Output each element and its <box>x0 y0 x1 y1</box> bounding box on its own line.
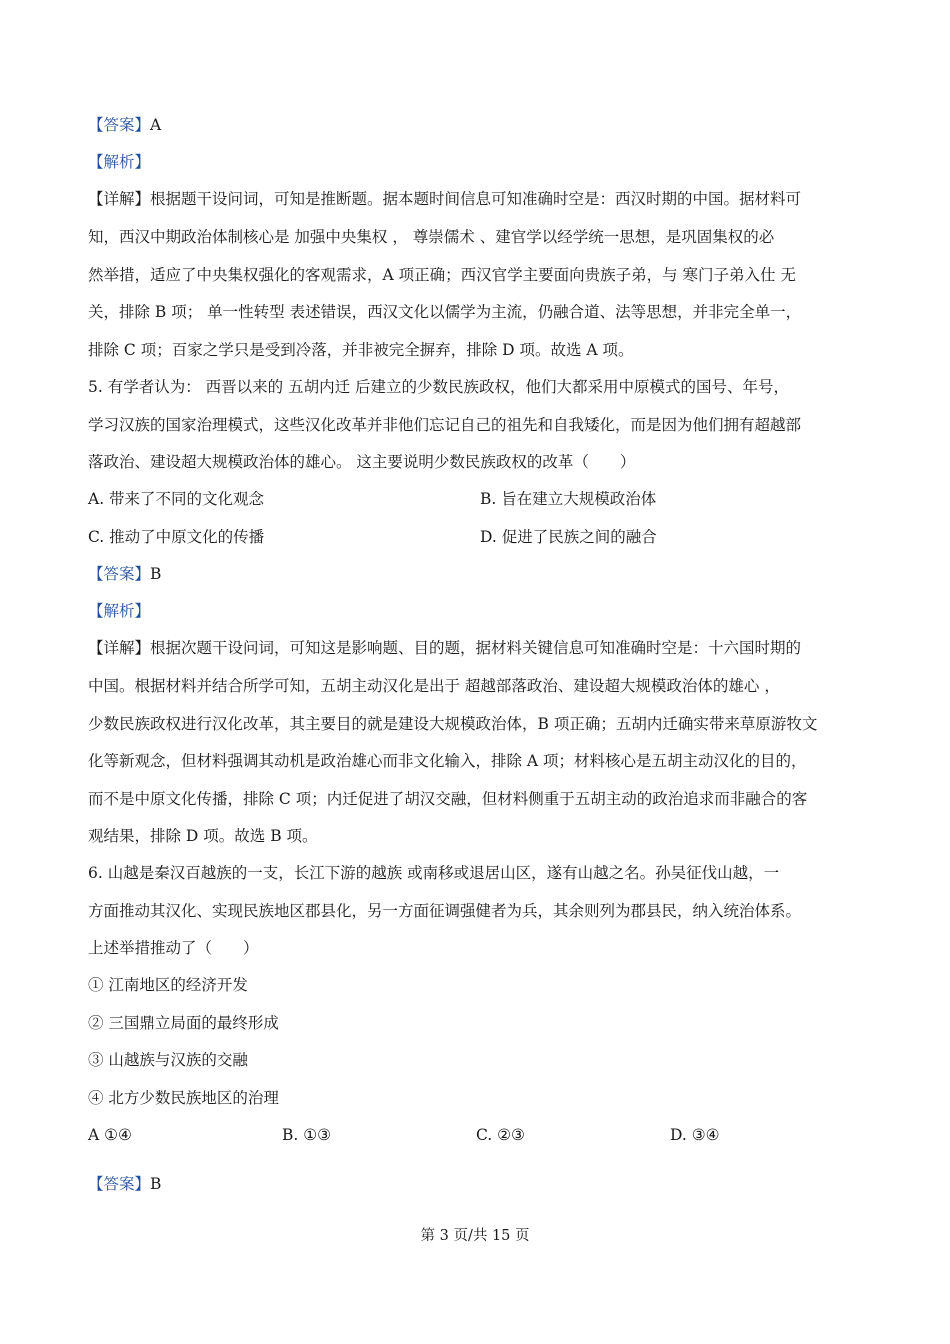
detail-line: 然举措，适应了中央集权强化的客观需求，A 项正确；西汉官学主要面向贵族子弟，与 寒门子弟入仕 无 <box>88 266 796 284</box>
analysis-tag: 【解析】 <box>88 153 151 171</box>
detail-line: 化等新观念，但材料强调其动机是政治雄心而非文化输入，排除 A 项；材料核心是五胡主动汉化的目的， <box>88 752 807 770</box>
detail-line: 排除 C 项；百家之学只是受到冷落，并非被完全摒弃，排除 D 项。故选 A 项。 <box>88 341 634 359</box>
answer-line <box>88 563 868 585</box>
question-stem: 学习汉族的国家治理模式，这些汉化改革并非他们忘记自己的祖先和自我矮化，而是因为他们拥有超越部 <box>88 416 802 434</box>
page-number: 第 3 页/共 15 页 <box>420 1228 530 1244</box>
detail-line: 【详解】根据次题干设问词，可知这是影响题、目的题，据材料关键信息可知准确时空是：十六国时期的 <box>88 639 802 657</box>
detail-line: 关，排除 B 项； 单一性转型 表述错误，西汉文化以儒学为主流，仍融合道、法等思想，并非完全单一， <box>88 303 802 321</box>
detail-line: 而不是中原文化传播，排除 C 项；内迁促进了胡汉交融，但材料侧重于五胡主动的政治追求而非融合的客 <box>88 790 808 808</box>
list-item: ② 三国鼎立局面的最终形成 <box>88 1014 279 1032</box>
question-stem: 上述举措推动了（ ） <box>88 939 259 957</box>
detail-line: 中国。根据材料并结合所学可知，五胡主动汉化是出于 超越部落政治、建设超大规模政治体的雄心 ， <box>88 677 780 695</box>
option-b: B. 旨在建立大规模政治体 <box>480 490 657 508</box>
answer-value: B <box>150 565 162 583</box>
option-d: D. 促进了民族之间的融合 <box>480 528 657 546</box>
detail-line: 知，西汉中期政治体制核心是 加强中央集权 ， 尊崇儒术 、建官学以经学统一思想，是巩固集权的必 <box>88 228 775 246</box>
detail-line: 少数民族政权进行汉化改革，其主要目的就是建设大规模政治体，B 项正确；五胡内迁确实带来草原游牧文 <box>88 715 818 733</box>
option-c: C. ②③ <box>476 1126 525 1144</box>
option-c: C. 推动了中原文化的传播 <box>88 528 265 546</box>
answer-value: A <box>150 116 162 134</box>
answer-value: B <box>150 1175 162 1193</box>
option-a: A. 带来了不同的文化观念 <box>88 490 265 508</box>
option-b: B. ①③ <box>282 1126 332 1144</box>
question-stem: 落政治、建设超大规模政治体的雄心。 这主要说明少数民族政权的改革（ ） <box>88 453 636 471</box>
answer-line <box>88 114 868 136</box>
question-stem: 6. 山越是秦汉百越族的一支，长江下游的越族 或南移或退居山区，遂有山越之名。孙吴征伐山越，一 <box>88 864 780 882</box>
list-item: ④ 北方少数民族地区的治理 <box>88 1089 279 1107</box>
answer-tag: 【答案】 <box>88 116 151 134</box>
answer-line <box>88 1173 868 1195</box>
question-stem: 方面推动其汉化、实现民族地区郡县化，另一方面征调强健者为兵，其余则列为郡县民，纳入统治体系。 <box>88 902 802 920</box>
detail-line: 观结果，排除 D 项。故选 B 项。 <box>88 827 318 845</box>
answer-tag: 【答案】 <box>88 1175 151 1193</box>
list-item: ① 江南地区的经济开发 <box>88 976 248 994</box>
question-stem: 5. 有学者认为： 西晋以来的 五胡内迁 后建立的少数民族政权，他们大都采用中原模式的国号、年号， <box>88 378 789 396</box>
list-item: ③ 山越族与汉族的交融 <box>88 1051 248 1069</box>
option-d: D. ③④ <box>670 1126 720 1144</box>
analysis-tag: 【解析】 <box>88 602 151 620</box>
option-a: A ①④ <box>88 1126 132 1144</box>
detail-line: 【详解】根据题干设问词，可知是推断题。据本题时间信息可知准确时空是：西汉时期的中国。据材料可 <box>88 190 802 208</box>
answer-tag: 【答案】 <box>88 565 151 583</box>
